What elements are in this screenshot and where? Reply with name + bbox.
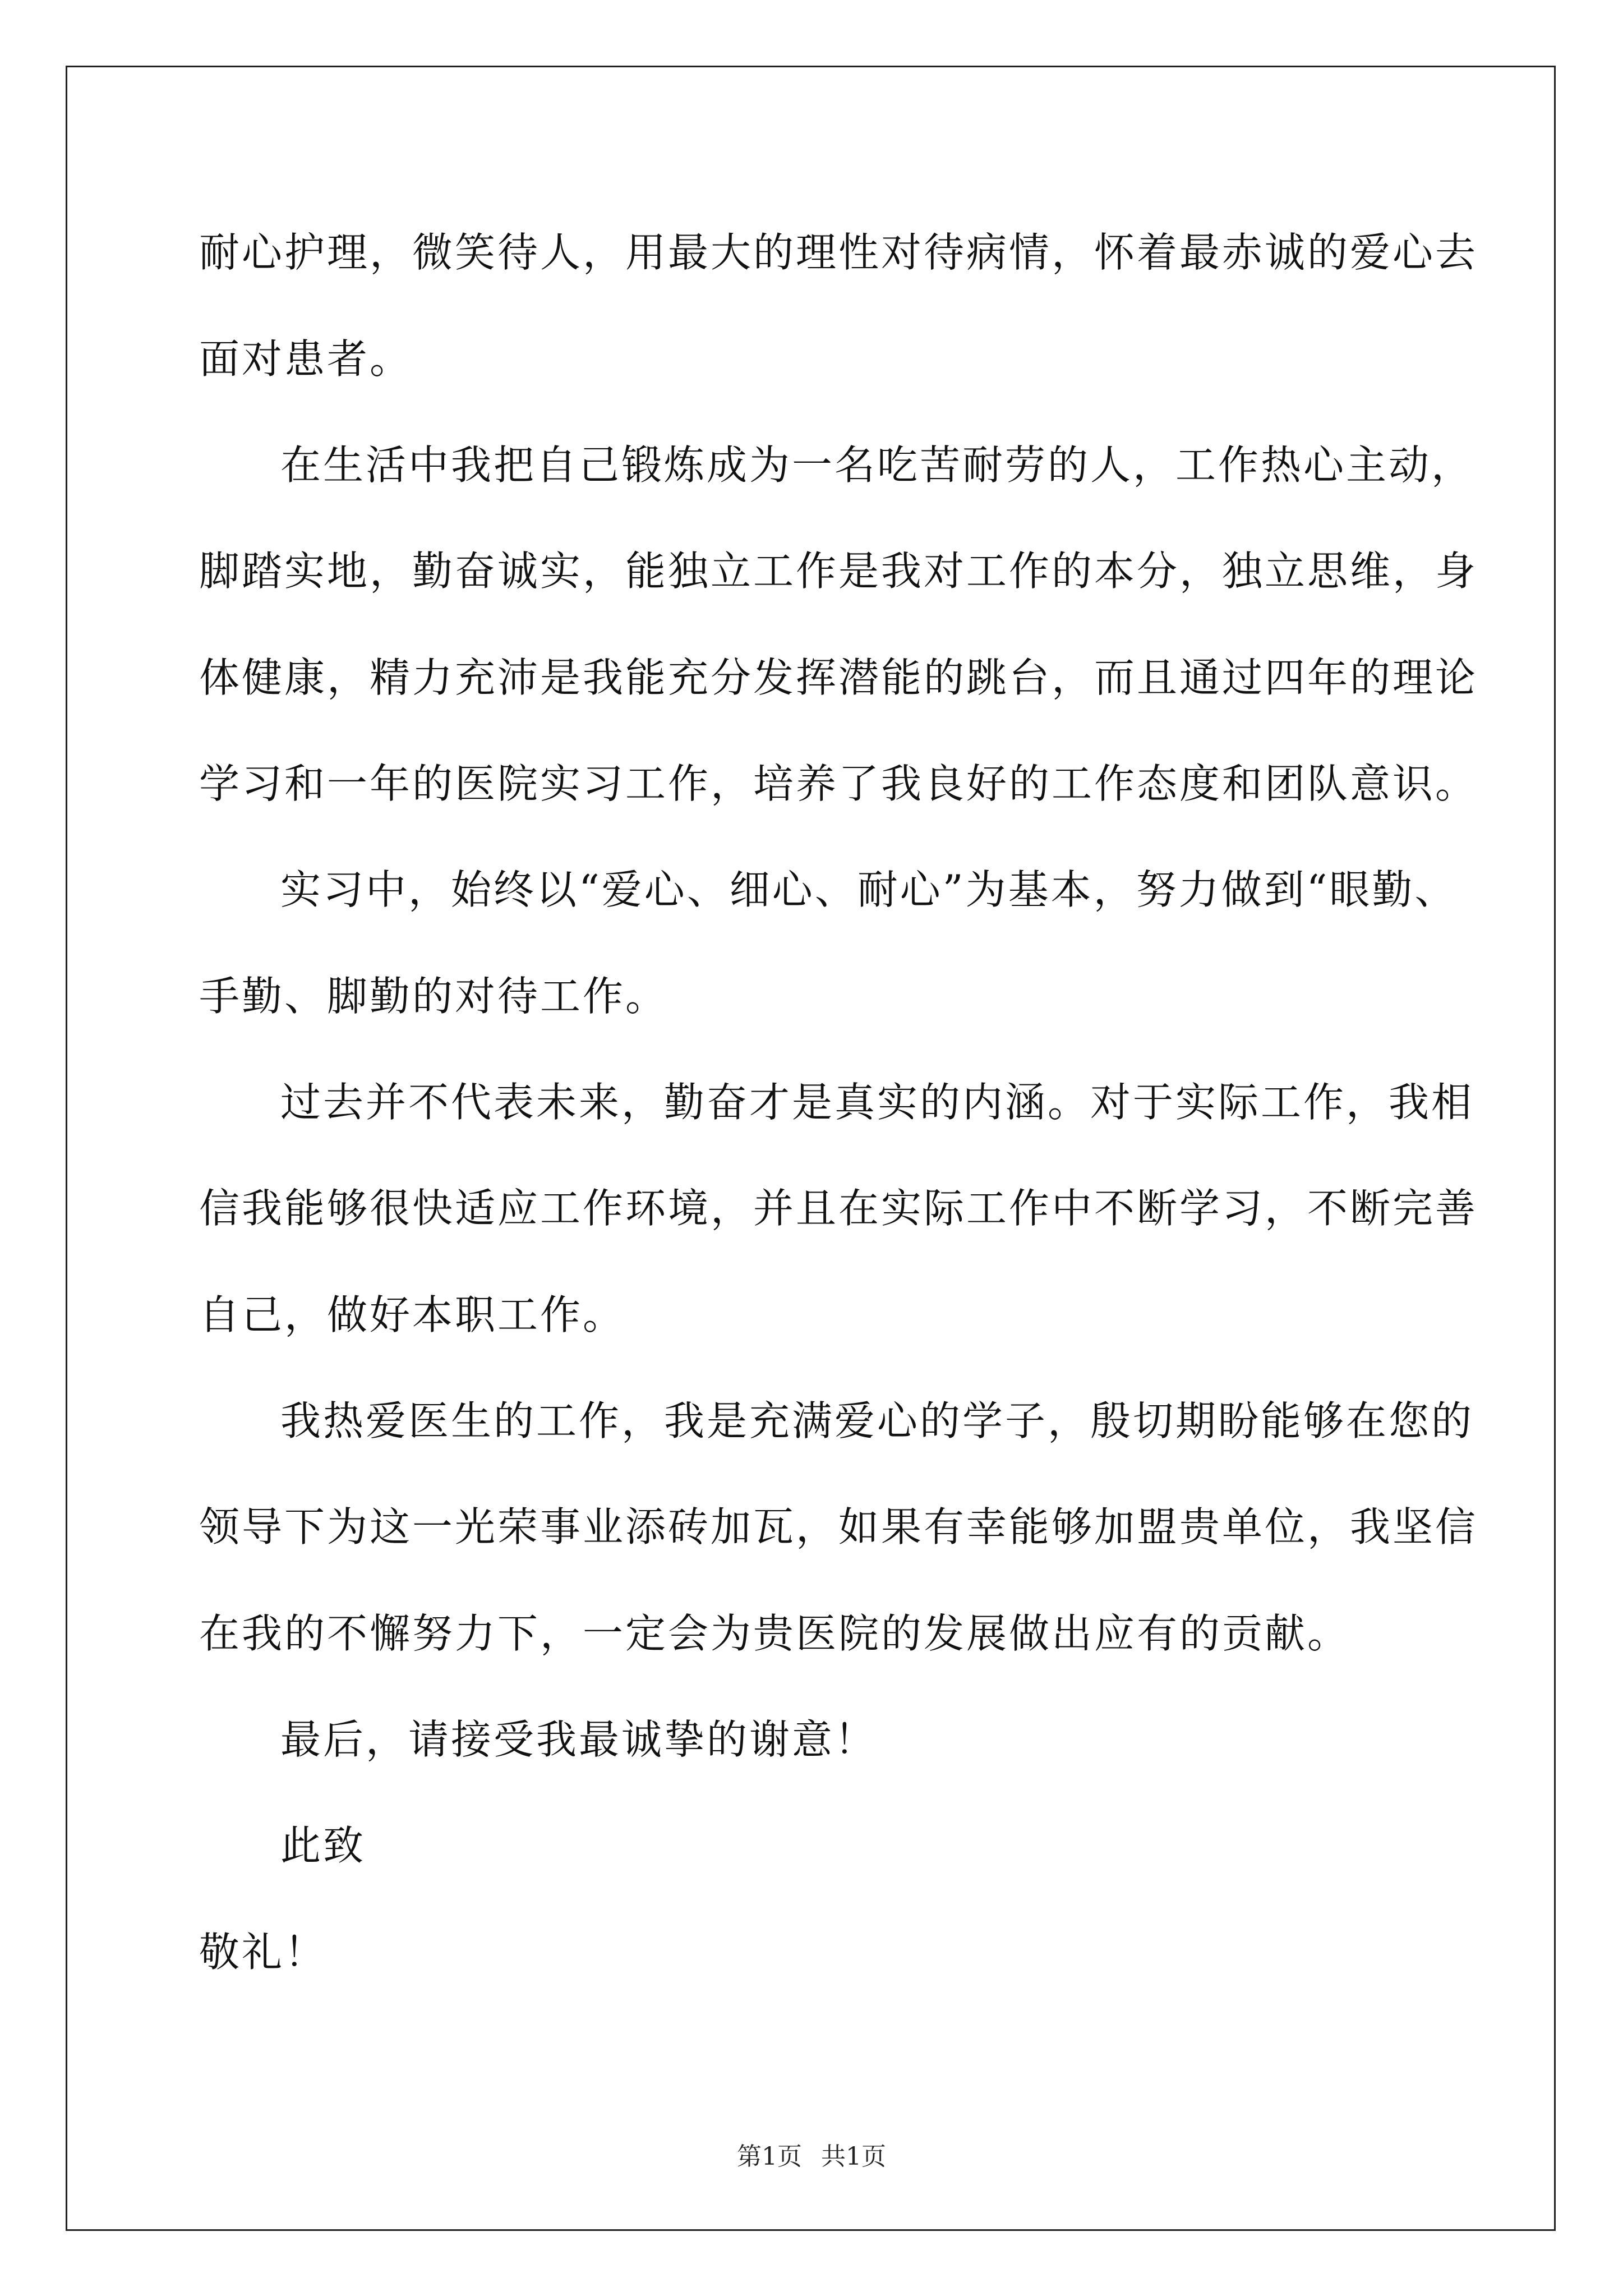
paragraph-line: 面对患者。 [199, 335, 413, 383]
paragraph-line: 领导下为这一光荣事业添砖加瓦，如果有幸能够加盟贵单位，我坚信 [199, 1503, 1478, 1550]
paragraph-line: 在我的不懈努力下，一定会为贵医院的发展做出应有的贡献。 [199, 1610, 1350, 1657]
page-footer [0, 2140, 1623, 2174]
paragraph-line: 脚踏实地，勤奋诚实，能独立工作是我对工作的本分，独立思维，身 [199, 547, 1478, 595]
paragraph-line: 我热爱医生的工作，我是充满爱心的学子，殷切期盼能够在您的 [280, 1397, 1474, 1444]
paragraph-line: 耐心护理，微笑待人，用最大的理性对待病情，怀着最赤诚的爱心去 [199, 229, 1478, 276]
paragraph-line: 在生活中我把自己锻炼成为一名吃苦耐劳的人，工作热心主动， [280, 441, 1474, 489]
closing-salutation: 此致 [280, 1822, 366, 1869]
paragraph-line: 实习中，始终以“爱心、细心、耐心”为基本，努力做到“眼勤、 [280, 866, 1458, 913]
paragraph-line: 过去并不代表未来，勤奋才是真实的内涵。对于实际工作，我相 [280, 1079, 1474, 1126]
closing-thanks: 最后，请接受我最诚挚的谢意！ [280, 1716, 878, 1763]
paragraph-line: 学习和一年的医院实习工作，培养了我良好的工作态度和团队意识。 [199, 760, 1478, 807]
paragraph-line: 手勤、脚勤的对待工作。 [199, 973, 668, 1020]
page-number-current: 第1页 [737, 2142, 802, 2171]
closing-regards: 敬礼！ [199, 1929, 328, 1976]
paragraph-line: 体健康，精力充沛是我能充分发挥潜能的跳台，而且通过四年的理论 [199, 654, 1478, 701]
paragraph-line: 自己，做好本职工作。 [199, 1291, 626, 1338]
paragraph-line: 信我能够很快适应工作环境，并且在实际工作中不断学习，不断完善 [199, 1185, 1478, 1232]
page-frame [66, 66, 1556, 2231]
page-number-total: 共1页 [821, 2142, 886, 2171]
